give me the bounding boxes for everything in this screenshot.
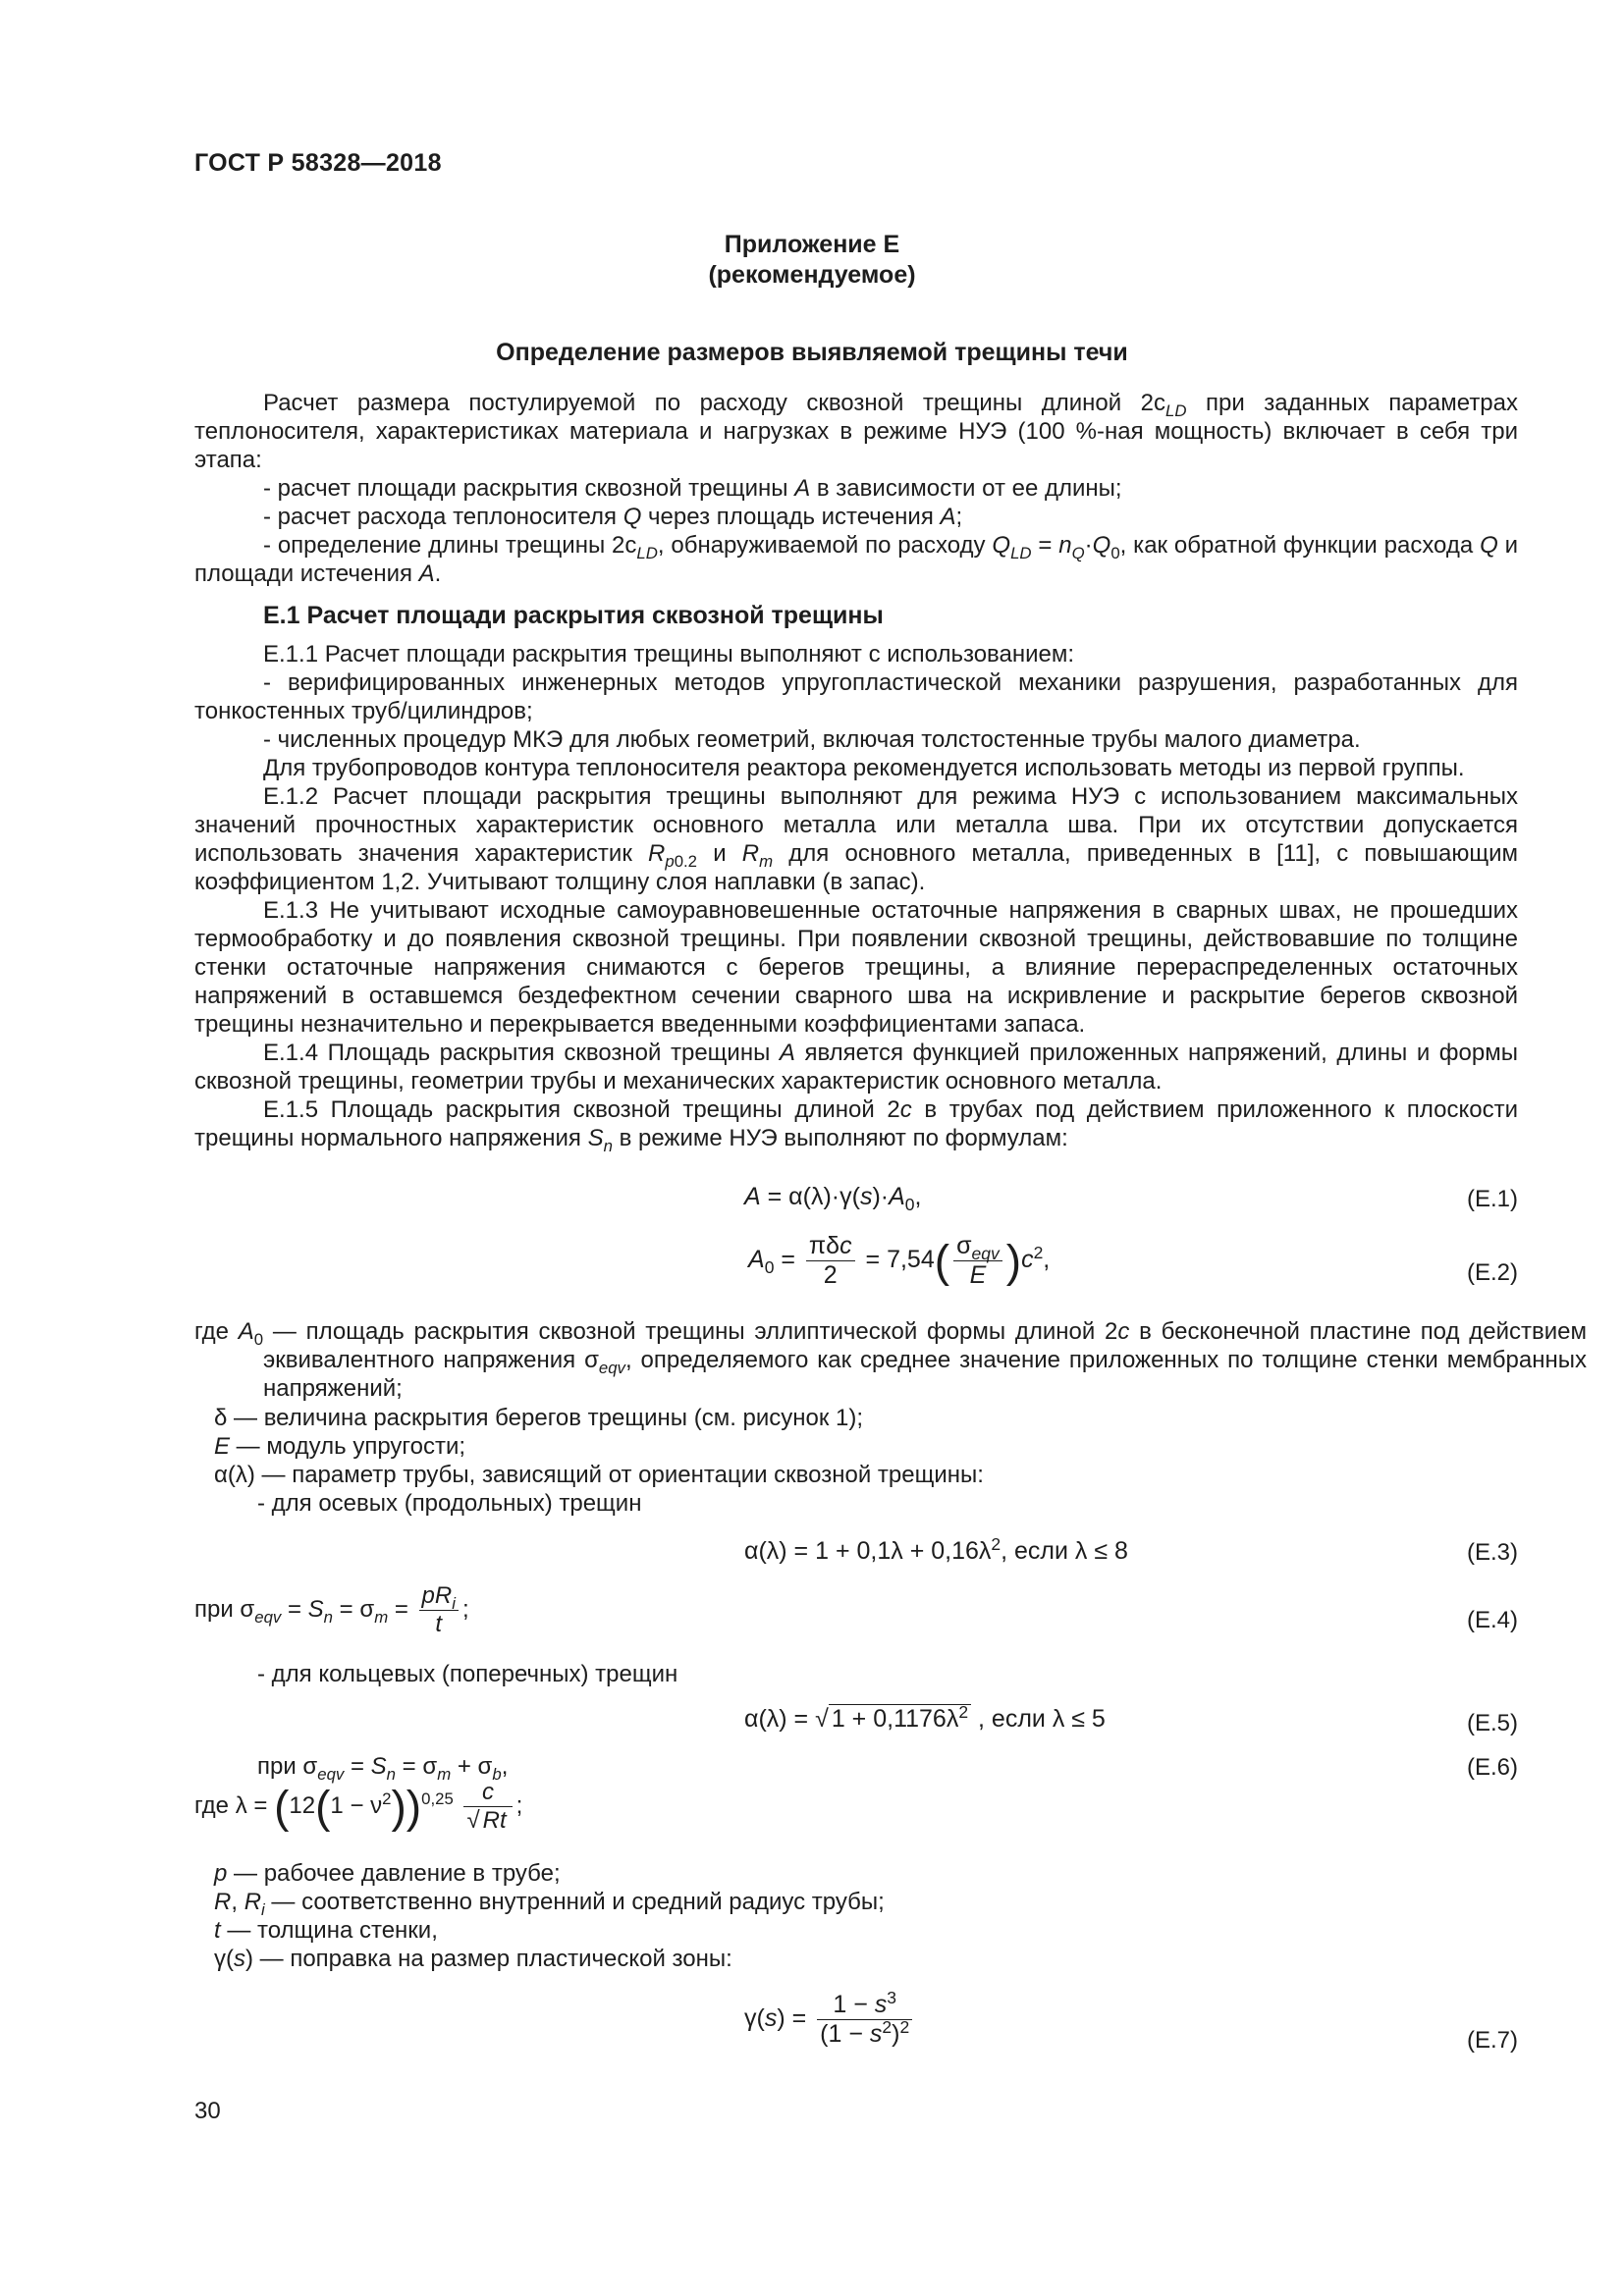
equation-number-e7: (Е.7) <box>1466 2027 1518 2054</box>
paragraph-e111-b2: - численных процедур МКЭ для любых геометрий, включая толстостенные трубы малого диаметра. <box>263 726 1361 753</box>
paragraph-e113: Е.1.3 Не учитывают исходные самоуравновешенные остаточные напряжения в сварных швах, не прошедших термообработку и до появления сквозной трещины. При появлении сквозной трещины, действовавшие по толщине стенки остаточные напряжения снимаются с берегов трещины, а влияние перераспределенных остаточных напряжений в оставшемся бездефектном сечении сварного шва на искривление и раскрытие берегов сквозной трещины незначительно и перекрывается введенными коэффициентами запаса. <box>194 897 1518 1038</box>
equation-number-e4: (Е.4) <box>1466 1607 1518 1633</box>
bullet-area: - расчет площади раскрытия сквозной трещины A в зависимости от ее длины; <box>263 475 1122 502</box>
paragraph-e111-c: Для трубопроводов контура теплоносителя реактора рекомендуется использовать методы из первой группы. <box>263 755 1465 781</box>
bullet-flow: - расчет расхода теплоносителя Q через площадь истечения A; <box>263 504 963 530</box>
def-radius: R, $R_i$ — соответственно внутренний и средний радиус трубы; <box>214 1889 885 1919</box>
formula-e5: α(λ) = √ $1 + 0,1176\lambda^2$ , если λ ≤ 5 <box>744 1702 1106 1733</box>
formula-e4: при $\sigma_{eqv} = S_n = \sigma_m$ = $\frac{pR_i}{t}$ ; <box>194 1582 469 1637</box>
appendix-title: Приложение Е <box>724 231 900 258</box>
appendix-status: (рекомендуемое) <box>708 261 916 289</box>
appendix-heading: Определение размеров выявляемой трещины течи <box>496 339 1128 366</box>
formula-lambda: где $\lambda = (12(1 - \nu^2))^{0,25}$ $\frac{c}{√ Rt}$ ; <box>194 1779 523 1834</box>
formula-e7: γ(s) = $\frac{1 - s^3}{(1 - s^2)^2}$ <box>744 1991 916 2049</box>
equation-number-e3: (Е.3) <box>1466 1539 1518 1566</box>
def-alpha: α(λ) — параметр трубы, зависящий от ориентации сквозной трещины: <box>214 1462 984 1488</box>
equation-number-e5: (Е.5) <box>1466 1710 1518 1736</box>
paragraph-e112: Е.1.2 Расчет площади раскрытия трещины выполняют для режима НУЭ с использованием максимальных значений прочностных характеристик основного металла или металла шва. При их отсутствии допускается использовать значения характеристик $R_{p0.2}$ и $R_m$ для основного металла, приведенных в [11], с повышающим коэффициентом 1,2. Учитывают толщину слоя наплавки (в запас). <box>194 783 1518 895</box>
def-thickness: t — толщина стенки, <box>214 1917 438 1944</box>
def-pressure: p — рабочее давление в трубе; <box>214 1860 561 1887</box>
paragraph-e111: Е.1.1 Расчет площади раскрытия трещины выполняют с использованием: <box>263 641 1075 667</box>
def-a0: где $A_0$ — площадь раскрытия сквозной трещины эллиптической формы длиной 2c в бесконечной пластине под действием эквивалентного напряжения $\sigma_{eqv}$, определяемого как среднее значение приложенных по толщине стенки мембранных напряжений; <box>194 1318 1587 1402</box>
equation-number-e6: (Е.6) <box>1466 1754 1518 1781</box>
def-circ: - для кольцевых (поперечных) трещин <box>257 1661 678 1687</box>
def-modulus: E — модуль упругости; <box>214 1433 466 1460</box>
body-text <box>194 389 1519 1155</box>
standard-number: ГОСТ Р 58328—2018 <box>194 149 442 177</box>
def-gamma: γ(s) — поправка на размер пластической зоны: <box>214 1946 732 1972</box>
equation-number-e1: (Е.1) <box>1466 1186 1518 1212</box>
def-delta: δ — величина раскрытия берегов трещины (см. рисунок 1); <box>214 1405 864 1431</box>
formula-e2: $A_0$ = $\frac{\text{πδc}}{2}$ = 7,54( $\frac{\sigma_{eqv}}{E}$ )$c^2$, <box>748 1232 1051 1289</box>
paragraph-e114: Е.1.4 Площадь раскрытия сквозной трещины A является функцией приложенных напряжений, длины и формы сквозной трещины, геометрии трубы и механических характеристик основного металла. <box>194 1040 1519 1095</box>
section-title: Е.1 Расчет площади раскрытия сквозной трещины <box>263 602 884 629</box>
paragraph-e111-b1: - верифицированных инженерных методов упругопластической механики разрушения, разработанных для тонкостенных труб/цилиндров; <box>194 669 1518 724</box>
bullet-length: - определение длины трещины $2с_{LD}$, обнаруживаемой по расходу $Q_{LD} = n_Q\cdot Q_0$, как обратной функции расхода Q и площади истечения A. <box>194 532 1518 587</box>
page-number: 30 <box>194 2098 221 2124</box>
def-axial: - для осевых (продольных) трещин <box>257 1490 642 1517</box>
formula-e6: при $\sigma_{eqv} = S_n = \sigma_m + \sigma_b$, <box>257 1753 509 1784</box>
formula-e1: $A = \alpha(\lambda)\cdot\gamma(s)\cdot A_0$, <box>744 1183 922 1214</box>
paragraph-e115: Е.1.5 Площадь раскрытия сквозной трещины длиной 2c в трубах под действием приложенного к плоскости трещины нормального напряжения $S_n$ в режиме НУЭ выполняют по формулам: <box>194 1096 1518 1155</box>
formula-e3: $\alpha(\lambda) = 1 + 0,1\lambda + 0,16\lambda^2$, если λ ≤ 8 <box>744 1534 1128 1565</box>
equation-number-e2: (Е.2) <box>1466 1259 1518 1286</box>
intro-paragraph: Расчет размера постулируемой по расходу сквозной трещины длиной $2с_{LD}$ при заданных параметрах теплоносителя, характеристиках материала и нагрузках в режиме НУЭ (100 %-ная мощность) включает в себя три этапа: <box>194 390 1519 473</box>
